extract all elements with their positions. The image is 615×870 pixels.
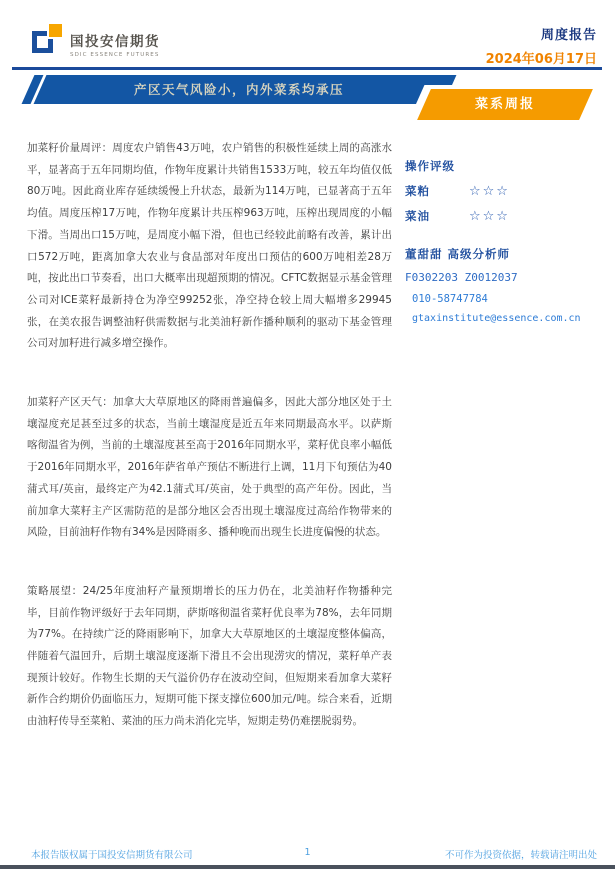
series-tag-banner — [417, 89, 593, 120]
rating-name: 菜粕 — [405, 184, 430, 198]
header-right — [486, 24, 597, 67]
page-number: 1 — [304, 847, 311, 858]
disclaimer-text: 不可作为投资依据，转载请注明出处 — [444, 850, 597, 861]
star-rating-icons: ☆☆☆ — [469, 183, 510, 199]
rating-row-rapeseed-meal — [405, 183, 605, 199]
analyst-name-title: 董甜甜 高级分析师 — [405, 247, 511, 261]
star-rating-icons: ☆☆☆ — [469, 208, 510, 224]
brand-name-cn: 国投安信期货 — [70, 34, 160, 50]
report-date: 2024年06月17日 — [485, 52, 597, 67]
logo-icon — [32, 24, 62, 56]
brand-name-en: SDIC ESSENCE FUTURES — [70, 52, 160, 58]
analyst-certificates: F0302203 Z0012037 — [405, 271, 518, 284]
contact-phone: 010-58747784 — [412, 293, 488, 305]
copyright-notice: 本报告版权属于国投安信期货有限公司 — [31, 850, 193, 861]
sidebar — [405, 158, 605, 324]
contact-email-link[interactable]: gtaxinstitute@essence.com.cn — [412, 313, 581, 324]
paragraph-weather: 加菜籽产区天气：加拿大大草原地区的降雨普遍偏多，因此大部分地区处于土壤湿度充足甚至过多的状态，当前土壤湿度是近五年来同期最高水平。以萨斯喀彻温省为例，当前的土壤湿度甚至高于2016年同期水平，菜籽优良率小幅低于2016年同期水平，2016年萨省单产预估不断进行上调，11月下旬预估为40蒲式耳/英亩，最终定产为42.1蒲式耳/英亩，处于典型的高产年份。因此，当前加拿大菜籽主产区需防范的是部分地区会否出现土壤湿度过高给作物带来的风险，目前油籽作物有34%是因降雨多、播种晚而出现生长进度偏慢的状态。 — [27, 396, 392, 539]
report-type-label: 周度报告 — [540, 28, 597, 43]
paragraph-strategy-outlook: 策略展望：24/25年度油籽产量预期增长的压力仍在，北美油籽作物播种完毕，目前作物评级好于去年同期，萨斯喀彻温省菜籽优良率为78%，去年同期为77%。在持续广泛的降雨影响下，加拿大大草原地区的土壤湿度整体偏高，伴随着气温回升，后期土壤湿度逐渐下滑且不会出现涝灾的情况，菜籽单产表现预计较好。作物生长期的天气溢价仍存在波动空间，但短期来看加拿大菜籽新作合约期价仍面临压力，短期可能下探支撑位600加元/吨。综合来看，近期由油籽传导至菜粕、菜油的压力尚未消化完毕，短期走势仍难摆脱弱势。 — [27, 584, 392, 728]
logo-orange-square — [47, 24, 62, 39]
rating-row-rapeseed-oil — [405, 208, 605, 224]
header-divider — [12, 67, 602, 70]
company-logo — [32, 24, 160, 58]
logo-text — [70, 24, 160, 58]
report-title-banner — [22, 75, 457, 104]
bottom-border-bar — [0, 865, 615, 869]
rating-name: 菜油 — [405, 209, 430, 223]
report-title: 产区天气风险小，内外菜系均承压 — [133, 82, 344, 97]
series-tag-label: 菜系周报 — [474, 97, 535, 112]
report-body — [27, 138, 392, 781]
rating-section-title: 操作评级 — [405, 159, 455, 173]
paragraph-weekly-review: 加菜籽价量周评：周度农户销售43万吨，农户销售的积极性延续上周的高涨水平，显著高于五年同期均值，作物年度累计共销售1533万吨，较五年均值仅低80万吨。因此商业库存延续缓慢上升状态，最新为114万吨，已显著高于五年均值。周度压榨17万吨，作物年度累计共压榨963万吨，压榨出现周度的小幅下滑。当周出口15万吨，是周度小幅下滑，但也已经较此前略有改善，累计出口572万吨，距离加拿大农业与食品部对年度出口预估的600万吨相差28万吨，按此出口节奏看，出口大概率出现超预期的情况。CFTC数据显示基金管理公司对ICE菜籽最新持仓为净空99252张，净空持仓较上周大幅增多29945张，在美农报告调整油籽供需数据与北美油籽新作播种顺利的驱动下基金管理公司对加籽进行减多增空操作。 — [27, 142, 392, 350]
page-footer — [0, 847, 615, 861]
